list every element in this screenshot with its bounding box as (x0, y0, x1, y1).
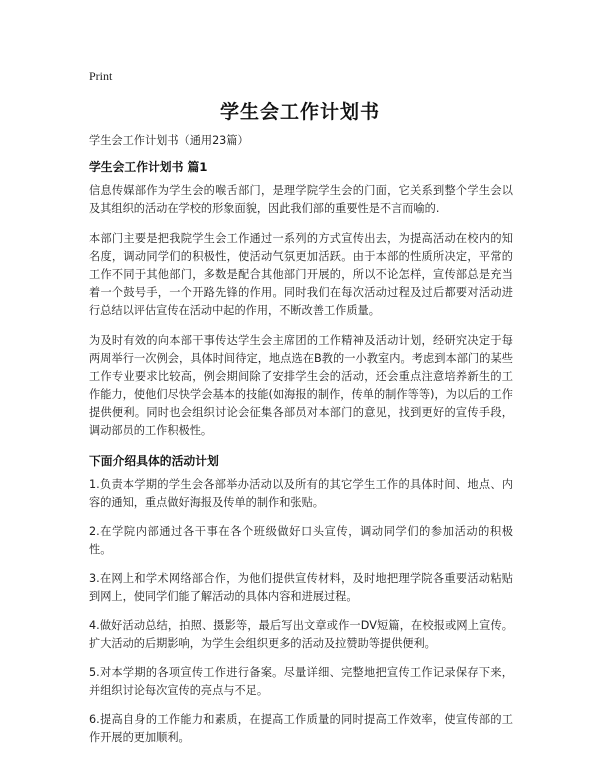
section-heading-2: 下面介绍具体的活动计划 (89, 454, 219, 468)
document-subtitle: 学生会工作计划书（通用23篇） (89, 134, 249, 147)
paragraph: 信息传媒部作为学生会的喉舌部门，是理学院学生会的门面，它关系到整个学生会以及其组织的活动在学校的形象面貌，因此我们部的重要性是不言而喻的. (89, 184, 513, 215)
list-item: 4.做好活动总结，拍照、摄影等，最后写出文章或作一DV短篇，在校报或网上宣传。扩大活动的后期影响，为学生会组织更多的活动及拉赞助等提供便利。 (89, 619, 513, 650)
section-heading-1: 学生会工作计划书 篇1 (89, 160, 208, 174)
list-item: 5.对本学期的各项宣传工作进行备案。尽量详细、完整地把宣传工作记录保存下来，并组织讨论每次宣传的亮点与不足。 (89, 666, 513, 697)
document-body (89, 132, 513, 758)
list-item: 6.提高自身的工作能力和素质，在提高工作质量的同时提高工作效率，使宣传部的工作开展的更加顺利。 (89, 713, 513, 744)
document-title: 学生会工作计划书 (219, 101, 380, 123)
print-link[interactable]: Print (89, 69, 113, 83)
paragraph: 本部门主要是把我院学生会工作通过一系列的方式宣传出去，为提高活动在校内的知名度，调动同学们的积极性，使活动气氛更加活跃。由于本部的性质所决定，平常的工作不同于其他部门，多数是配合其他部门开展的，所以不论怎样，宣传部总是充当着一个鼓号手，一个开路先锋的作用。同时我们在每次活动过程及过后都要对活动进行总结以评估宣传在活动中起的作用，不断改善工作质量。 (89, 232, 513, 317)
list-item: 3.在网上和学术网络部合作，为他们提供宣传材料，及时地把理学院各重要活动粘贴到网上，使同学们能了解活动的具体内容和进展过程。 (89, 572, 513, 603)
list-item: 2.在学院内部通过各干事在各个班级做好口头宣传，调动同学们的参加活动的积极性。 (89, 525, 513, 556)
paragraph: 为及时有效的向本部干事传达学生会主席团的工作精神及活动计划，经研究决定于每两周举行一次例会，具体时间待定，地点选在B教的一小教室内。考虑到本部门的某些工作专业要求比较高，例会期间除了安排学生会的活动，还会重点注意培养新生的工作能力，使他们尽快学会基本的技能(如海报的制作，传单的制作等等)，为以后的工作提供便利。同时也会组织讨论会征集各部员对本部门的意见，找到更好的宣传手段，调动部员的工作积极性。 (89, 334, 513, 437)
list-item: 1.负责本学期的学生会各部举办活动以及所有的其它学生工作的具体时间、地点、内容的通知，重点做好海报及传单的制作和张贴。 (89, 478, 513, 509)
